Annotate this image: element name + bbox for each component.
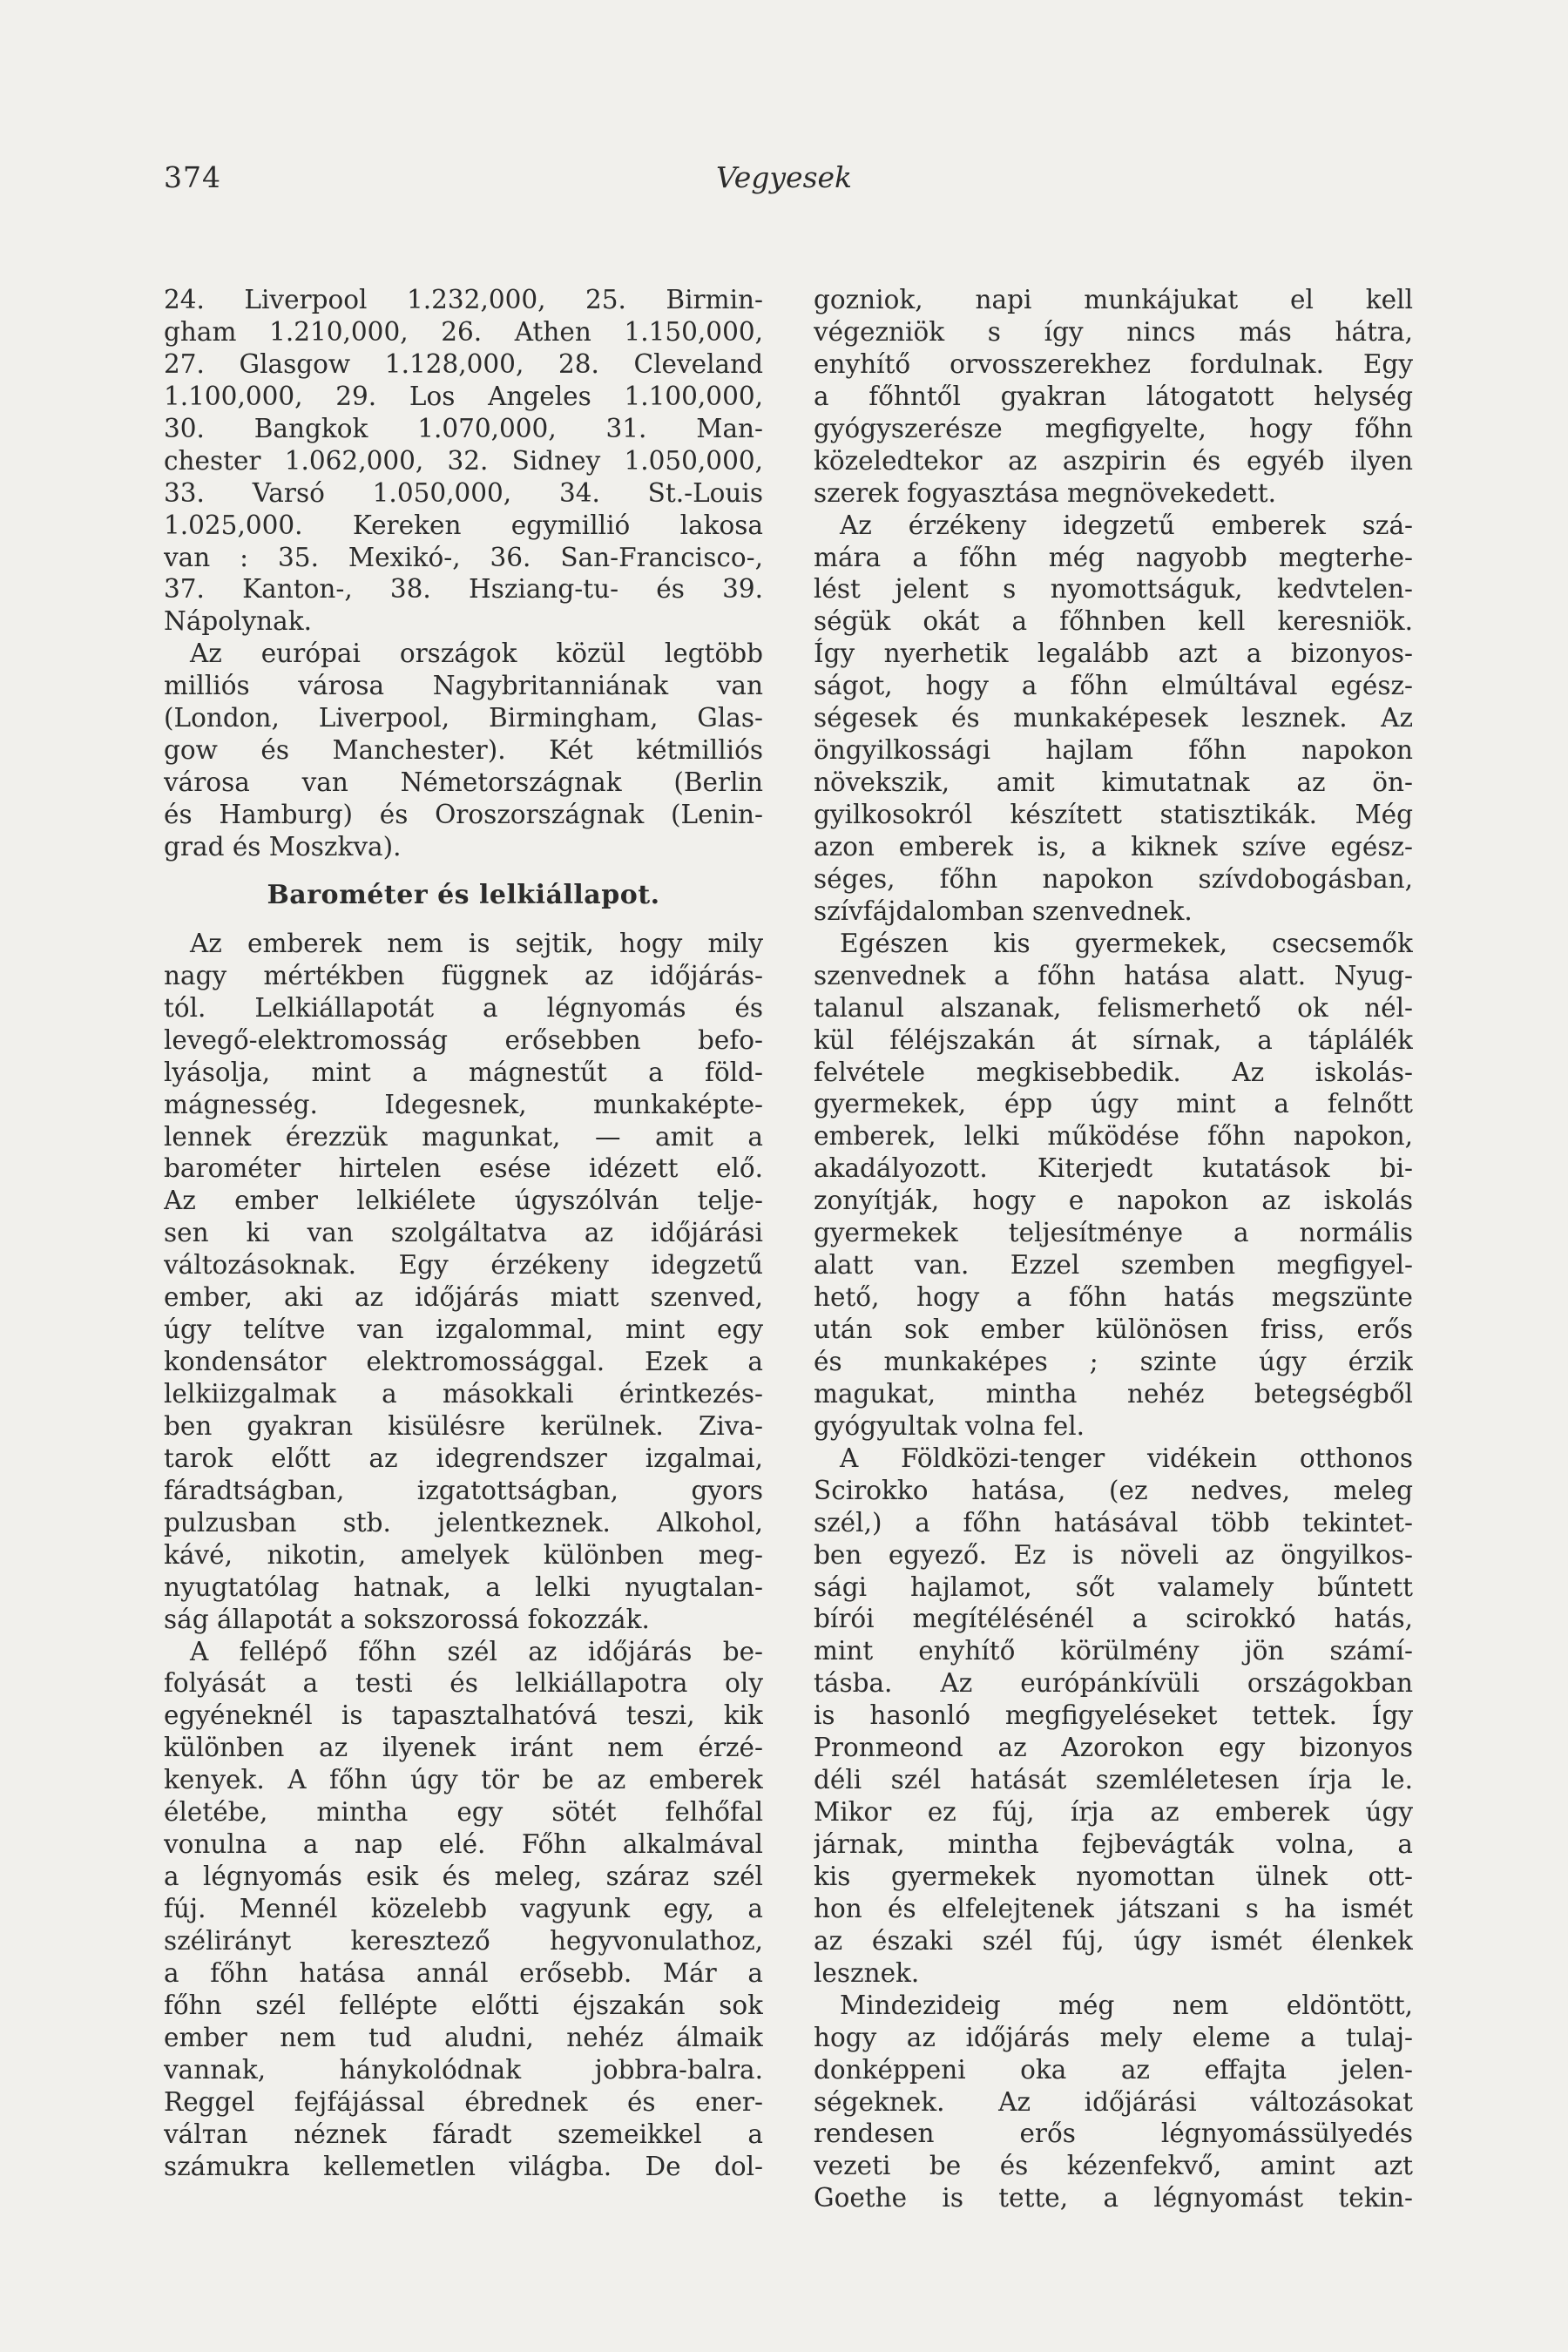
text-line: enyhítő orvosszerekhez fordulnak. Egy [814,348,1413,379]
text-line: magukat, mintha nehéz betegségből [814,1378,1413,1409]
text-line: a főhntől gyakran látogatott helység [814,381,1413,411]
fohn-paragraph [164,1636,763,2183]
text-line: lennek érezzük magunkat, — amit a [164,1121,763,1152]
text-line: számukra kellemetlen világba. De dol- [164,2151,763,2181]
text-line: zonyítják, hogy e napokon az iskolás [814,1186,1413,1216]
text-line: A Földközi-tenger vidékein otthonos [840,1443,1413,1473]
text-line: gozniok, napi munkájukat el kell [814,285,1413,314]
text-line: vonulna a nap elé. Főhn alkalmával [164,1829,763,1860]
text-line: kis gyermekek nyomottan ülnek ott- [814,1861,1413,1891]
text-line: 27. Glasgow 1.128,000, 28. Cleveland [164,348,763,379]
text-line: Az európai országok közül legtöbb [190,639,763,669]
text-line: hogy az időjárás mely eleme a tulaj- [814,2022,1413,2052]
left-column [164,284,763,2182]
text-line: a légnyomás esik és meleg, száraz szél [164,1862,763,1892]
text-line: szívfájdalomban szenvednek. [814,896,1193,926]
text-line: egyéneknél is tapasztalhatóvá teszi, kik [164,1700,763,1731]
text-line: szenvednek a főhn hatása alatt. Nyug- [814,960,1413,990]
text-line: szerek fogyasztása megnövekedett. [814,477,1276,508]
text-line: végezniök s így nincs más hátra, [814,316,1413,347]
europe-paragraph [164,638,763,863]
text-line: és munkaképes ; szinte úgy érzik [814,1346,1413,1376]
text-line: grad és Moszkva). [164,831,402,862]
right-column [814,284,1413,2214]
text-line: emberek, lelki működése főhn napokon, [814,1121,1413,1152]
text-line: mára a főhn még nagyobb megterhe- [814,542,1413,572]
text-line: ságot, hogy a főhn elmúltával egész- [814,671,1413,701]
text-line: milliós városa Nagybritanniának van [164,671,763,701]
text-line: folyását a testi és lelkiállapotra oly [164,1668,763,1699]
text-line: gyógyultak volna fel. [814,1410,1085,1441]
city-list-paragraph [164,284,763,638]
text-line: felvétele megkisebbedik. Az iskolás- [814,1057,1413,1087]
text-line: gyógyszerésze megfigyelte, hogy főhn [814,413,1413,443]
text-line: hon és elfelejtenek játszani s ha ismét [814,1893,1413,1923]
text-line: bírói megítélésénél a scirokkó hatás, [814,1604,1413,1634]
text-line: Egészen kis gyermekek, csecsemők [840,928,1413,958]
text-line: közeledtekor az aszpirin és egyéb ilyen [814,445,1413,476]
text-line: ben egyező. Ez is növeli az öngyilkos- [814,1539,1413,1570]
text-line: 30. Bangkok 1.070,000, 31. Man- [164,413,763,443]
text-line: déli szél hatását szemléletesen írja le. [814,1765,1413,1795]
text-line: rendesen erős légnyomássülyedés [814,2119,1413,2149]
text-line: chester 1.062,000, 32. Sidney 1.050,000, [164,445,763,476]
section-heading: Barométer és lelkiállapot. [267,879,660,910]
text-line: gham 1.210,000, 26. Athen 1.150,000, [164,316,763,347]
text-line: Az érzékeny idegzetű emberek szá- [840,510,1413,540]
text-line: és Hamburg) és Oroszországnak (Lenin- [164,800,763,829]
text-line: sen ki van szolgáltatva az időjárási [164,1218,763,1248]
text-line: gyilkosokról készített statisztikák. Még [814,800,1413,829]
text-line: ben gyakran kisülésre kerülnek. Ziva- [164,1410,763,1441]
text-line: pulzusban stb. jelentkeznek. Alkohol, [164,1507,763,1538]
sensitive-people-paragraph [814,510,1413,928]
text-line: nagy mértékben függnek az időjárás- [164,960,763,990]
text-line: ember nem tud aludni, nehéz álmaik [164,2022,763,2052]
text-line: sági hajlamot, sőt valamely bűntett [814,1571,1413,1602]
text-line: főhn szél fellépte előtti éjszakán sok [164,1990,763,2020]
text-line: tásba. Az európánkívüli országokban [814,1668,1413,1699]
text-line: lyásolja, mint a mágnestűt a föld- [164,1057,763,1087]
text-line: életébe, mintha egy sötét felhőfal [164,1797,763,1828]
text-line: változásoknak. Egy érzékeny idegzetű [164,1250,763,1281]
text-line: fúj. Mennél közelebb vagyunk egy, a [164,1894,763,1923]
text-line: ság állapotát a sokszorossá fokozzák. [164,1604,650,1634]
text-line: levegő-elektromosság erősebben befo- [164,1024,763,1055]
text-line: donképpeni oka az effajta jelen- [814,2054,1413,2085]
text-line: az északi szél fúj, úgy ismét élenkek [814,1925,1413,1956]
text-line: kondensátor elektromossággal. Ezek a [164,1347,763,1377]
text-line: Nápolynak. [164,606,312,637]
text-line: Mikor ez fúj, írja az emberek úgy [814,1797,1413,1828]
text-line: szél,) a főhn hatásával több tekintet- [814,1507,1413,1538]
text-line: mágnesség. Idegesnek, munkaképte- [164,1089,763,1119]
text-line: kenyek. A főhn úgy tör be az emberek [164,1765,763,1795]
text-line: válтan néznek fáradt szemeikkel a [164,2119,763,2149]
text-line: Az emberek nem is sejtik, hogy mily [190,928,763,958]
text-line: van : 35. Mexikó-, 36. San-Francisco-, [164,542,763,572]
children-paragraph [814,928,1413,1443]
text-line: (London, Liverpool, Birmingham, Glas- [164,703,763,733]
text-line: gow és Manchester). Két kétmilliós [164,735,763,766]
text-line: vannak, hánykolódnak jobbra-balra. [164,2054,763,2085]
text-line: gyermekek, épp úgy mint a felnőtt [814,1089,1413,1119]
text-line: mint enyhítő körülmény jön számí- [814,1636,1413,1666]
text-line: ember, aki az időjárás miatt szenved, [164,1282,763,1313]
text-line: 1.100,000, 29. Los Angeles 1.100,000, [164,381,763,411]
text-line: Goethe is tette, a légnyomást tekin- [814,2183,1413,2213]
text-line: vezeti be és kézenfekvő, amint azt [814,2151,1413,2181]
text-line: talanul alszanak, felismerhető ok nél- [814,992,1413,1023]
text-line: városa van Németországnak (Berlin [164,767,763,798]
text-line: lést jelent s nyomottságuk, kedvtelen- [814,574,1413,605]
text-line: öngyilkossági hajlam főhn napokon [814,735,1413,766]
text-line: 37. Kanton-, 38. Hsziang-tu- és 39. [164,574,763,605]
text-line: a főhn hatása annál erősebb. Már a [164,1957,763,1988]
text-line: séges, főhn napokon szívdobogásban, [814,863,1413,894]
text-line: alatt van. Ezzel szemben megfigyel- [814,1250,1413,1281]
text-line: A fellépő főhn szél az időjárás be- [190,1636,763,1666]
undecided-paragraph [814,1990,1413,2215]
barometer-paragraph [164,928,763,1636]
text-line: növekszik, amit kimutatnak az ön- [814,767,1413,798]
text-line: azon emberek is, a kiknek szíve egész- [814,831,1413,862]
continuation-paragraph [814,284,1413,510]
text-line: járnak, mintha fejbevágták volna, a [814,1829,1413,1859]
text-line: Scirokko hatása, (ez nedves, meleg [814,1475,1413,1505]
text-line: tarok előtt az idegrendszer izgalmai, [164,1443,763,1473]
text-line: 24. Liverpool 1.232,000, 25. Birmin- [164,285,763,314]
text-line: barométer hirtelen esése idézett elő. [164,1153,763,1184]
text-line: ségesek és munkaképesek lesznek. Az [814,703,1413,733]
text-line: lesznek. [814,1957,920,1988]
text-line: lelkiizgalmak a másokkali érintkezés- [164,1379,763,1409]
text-line: is hasonló megfigyeléseket tettek. Így [814,1700,1413,1731]
text-line: Pronmeond az Azorokon egy bizonyos [814,1733,1413,1763]
page-header [0,0,1568,226]
scirocco-paragraph [814,1443,1413,1990]
text-line: nyugtatólag hatnak, a lelki nyugtalan- [164,1571,763,1602]
text-line: hető, hogy a főhn hatás megszünte [814,1282,1413,1313]
text-line: Mindezideig még nem eldöntött, [840,1990,1413,2020]
text-line: kül féléjszakán át sírnak, a táplálék [814,1024,1413,1055]
text-line: tól. Lelkiállapotát a légnyomás és [164,992,763,1023]
text-line: kávé, nikotin, amelyek különben meg- [164,1539,763,1570]
text-line: Az ember lelkiélete úgyszólván telje- [164,1186,763,1216]
text-line: 1.025,000. Kereken egymillió lakosa [164,510,763,540]
text-line: úgy telítve van izgalommal, mint egy [164,1315,763,1345]
text-line: Így nyerhetik legalább azt a bizonyos- [814,639,1413,669]
text-line: ségeknek. Az időjárási változásokat [814,2086,1413,2117]
text-line: után sok ember különösen friss, erős [814,1315,1413,1344]
running-title: Vegyesek [715,160,853,194]
text-line: akadályozott. Kiterjedt kutatások bi- [814,1153,1413,1184]
text-line: Reggel fejfájással ébrednek és ener- [164,2086,763,2117]
text-line: fáradtságban, izgatottságban, gyors [164,1475,763,1505]
text-line: szélirányt keresztező hegyvonulathoz, [164,1925,763,1956]
text-line: 33. Varsó 1.050,000, 34. St.-Louis [164,477,763,508]
text-line: különben az ilyenek iránt nem érzé- [164,1733,763,1763]
text-line: gyermekek teljesítménye a normális [814,1218,1413,1248]
page-number: 374 [164,160,221,194]
text-line: ségük okát a főhnben kell keresniök. [814,606,1413,637]
